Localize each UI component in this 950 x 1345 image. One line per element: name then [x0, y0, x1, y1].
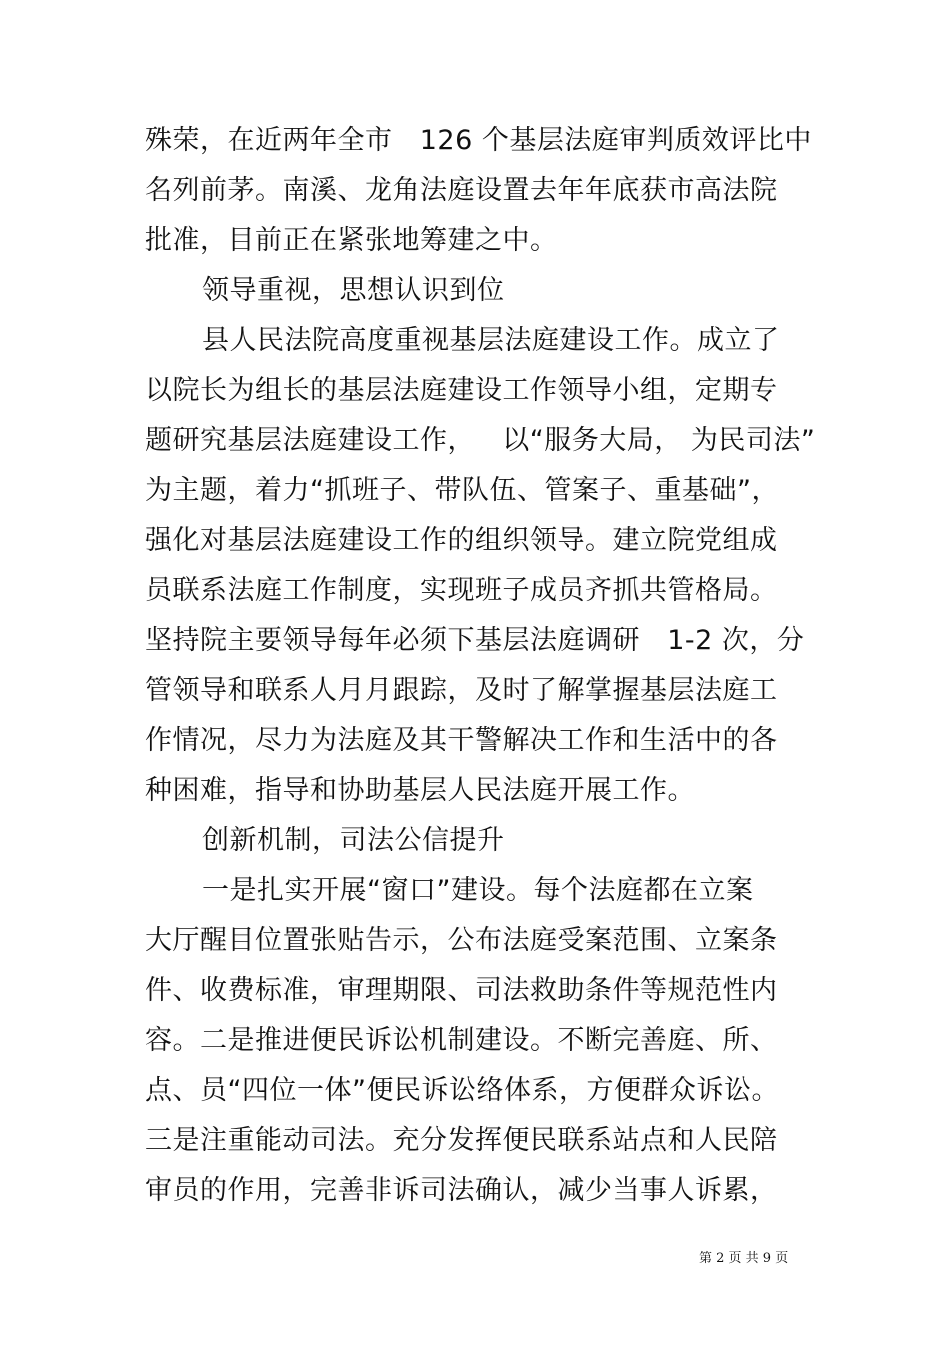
text-line: 审员的作用，完善非诉司法确认，减少当事人诉累， [145, 1175, 778, 1206]
section-heading: 领导重视，思想认识到位 [202, 275, 505, 306]
text-line: 一是扎实开展“窗口”建设。每个法庭都在立案 [202, 875, 754, 906]
text-line: 作情况，尽力为法庭及其干警解决工作和生活中的各 [145, 725, 778, 756]
page-number: 第 2 页 共 9 页 [699, 1251, 789, 1266]
text-line: 件、收费标准，审理期限、司法救助条件等规范性内 [145, 975, 778, 1006]
text-line: 三是注重能动司法。充分发挥便民联系站点和人民陪 [145, 1125, 778, 1156]
text-line: 点、员“四位一体”便民诉讼络体系，方便群众诉讼。 [145, 1075, 779, 1106]
text-line: 容。二是推进便民诉讼机制建设。不断完善庭、所、 [145, 1025, 778, 1056]
text-line: 员联系法庭工作制度，实现班子成员齐抓共管格局。 [145, 575, 778, 606]
section-heading: 创新机制，司法公信提升 [202, 825, 505, 856]
text-line: 县人民法院高度重视基层法庭建设工作。成立了 [202, 325, 780, 356]
text-line: 批准，目前正在紧张地筹建之中。 [145, 225, 558, 256]
text-line: 殊荣，在近两年全市 126 个基层法庭审判质效评比中 [145, 125, 812, 156]
text-line: 坚持院主要领导每年必须下基层法庭调研 1-2 次，分 [145, 625, 805, 656]
text-line: 管领导和联系人月月跟踪，及时了解掌握基层法庭工 [145, 675, 778, 706]
text-line: 题研究基层法庭建设工作， 以“服务大局， 为民司法” [145, 425, 816, 456]
text-line: 种困难，指导和协助基层人民法庭开展工作。 [145, 775, 695, 806]
text-line: 名列前茅。南溪、龙角法庭设置去年年底获市高法院 [145, 175, 778, 206]
text-line: 强化对基层法庭建设工作的组织领导。建立院党组成 [145, 525, 778, 556]
text-line: 大厅醒目位置张贴告示，公布法庭受案范围、立案条 [145, 925, 778, 956]
text-line: 以院长为组长的基层法庭建设工作领导小组，定期专 [145, 375, 778, 406]
text-line: 为主题，着力“抓班子、带队伍、管案子、重基础”， [145, 475, 779, 506]
